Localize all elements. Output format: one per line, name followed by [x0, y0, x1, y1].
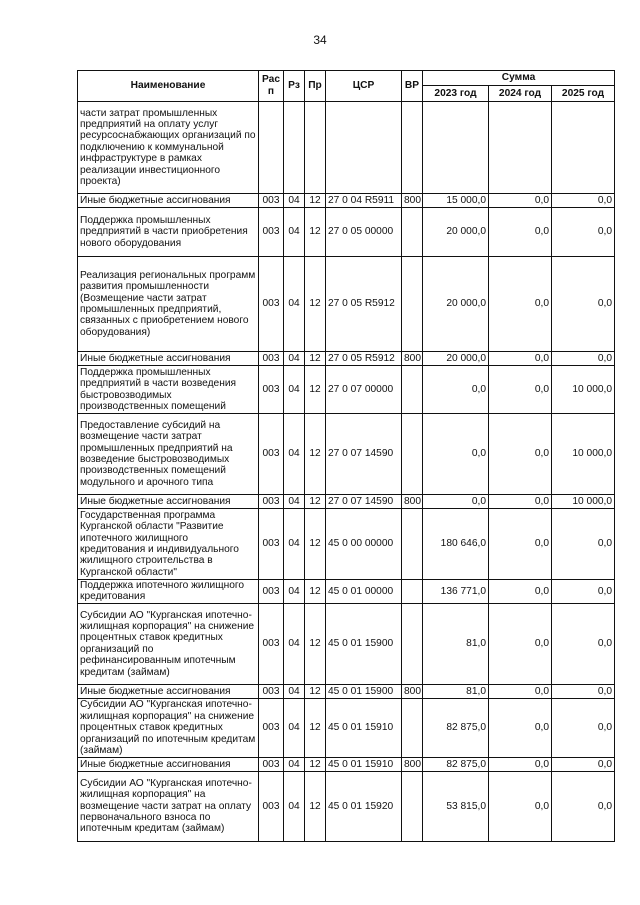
row-csr: 27 0 04 R5911 [326, 194, 402, 208]
row-2025: 10 000,0 [552, 414, 615, 495]
row-pr: 12 [305, 684, 326, 698]
row-2024: 0,0 [489, 771, 552, 841]
header-2024: 2024 год [489, 86, 552, 102]
row-csr: 45 0 01 15900 [326, 603, 402, 684]
row-csr: 45 0 01 15920 [326, 771, 402, 841]
row-csr: 27 0 07 00000 [326, 366, 402, 414]
row-csr: 27 0 07 14590 [326, 495, 402, 509]
row-vr [402, 771, 423, 841]
row-ras: 003 [259, 194, 284, 208]
row-rz: 04 [284, 194, 305, 208]
row-vr [402, 208, 423, 257]
row-vr [402, 603, 423, 684]
row-2024: 0,0 [489, 414, 552, 495]
row-2024: 0,0 [489, 194, 552, 208]
row-name: Поддержка промышленных предприятий в части приобретения нового оборудования [78, 208, 259, 257]
row-2024: 0,0 [489, 684, 552, 698]
row-ras: 003 [259, 495, 284, 509]
row-rz: 04 [284, 698, 305, 757]
row-2024: 0,0 [489, 698, 552, 757]
row-ras: 003 [259, 208, 284, 257]
row-pr: 12 [305, 509, 326, 580]
row-2023: 180 646,0 [423, 509, 489, 580]
header-name: Наименование [78, 71, 259, 102]
row-2024 [489, 102, 552, 194]
row-pr: 12 [305, 352, 326, 366]
row-vr: 800 [402, 194, 423, 208]
row-pr: 12 [305, 757, 326, 771]
row-2025: 0,0 [552, 757, 615, 771]
row-2023: 20 000,0 [423, 257, 489, 352]
row-csr: 45 0 01 15910 [326, 698, 402, 757]
row-2023: 0,0 [423, 414, 489, 495]
row-ras: 003 [259, 414, 284, 495]
table-row [78, 771, 615, 841]
row-2023: 136 771,0 [423, 580, 489, 604]
table-row [78, 414, 615, 495]
row-pr [305, 102, 326, 194]
row-ras: 003 [259, 257, 284, 352]
row-csr: 45 0 00 00000 [326, 509, 402, 580]
row-ras: 003 [259, 352, 284, 366]
table-row [78, 366, 615, 414]
row-vr [402, 257, 423, 352]
header-pr: Пр [305, 71, 326, 102]
row-2025: 10 000,0 [552, 366, 615, 414]
row-2025: 0,0 [552, 698, 615, 757]
row-name: Поддержка ипотечного жилищного кредитования [78, 580, 259, 604]
header-sum: Сумма [423, 71, 615, 86]
row-csr: 27 0 07 14590 [326, 414, 402, 495]
row-vr: 800 [402, 757, 423, 771]
row-2024: 0,0 [489, 366, 552, 414]
table-row [78, 495, 615, 509]
row-pr: 12 [305, 208, 326, 257]
row-name: Государственная программа Курганской области "Развитие ипотечного жилищного кредитования и индивидуального жилищного строительства в Курганской области" [78, 509, 259, 580]
row-2024: 0,0 [489, 257, 552, 352]
row-vr [402, 366, 423, 414]
row-2023: 82 875,0 [423, 757, 489, 771]
row-2023: 81,0 [423, 684, 489, 698]
row-name: Субсидии АО "Курганская ипотечно-жилищная корпорация" на снижение процентных ставок кредитных организаций по ипотечным кредитам (займам) [78, 698, 259, 757]
row-pr: 12 [305, 495, 326, 509]
row-vr: 800 [402, 352, 423, 366]
row-name: Иные бюджетные ассигнования [78, 194, 259, 208]
row-name: Поддержка промышленных предприятий в части возведения быстровозводимых производственных помещений [78, 366, 259, 414]
table-row [78, 257, 615, 352]
row-rz: 04 [284, 352, 305, 366]
row-vr [402, 509, 423, 580]
row-vr [402, 414, 423, 495]
row-rz: 04 [284, 603, 305, 684]
row-rz: 04 [284, 257, 305, 352]
row-rz: 04 [284, 684, 305, 698]
row-ras: 003 [259, 509, 284, 580]
page-number: 34 [313, 33, 327, 47]
row-ras [259, 102, 284, 194]
row-name: Субсидии АО "Курганская ипотечно-жилищная корпорация" на возмещение части затрат на оплату первоначального взноса по ипотечным кредитам (займам) [78, 771, 259, 841]
row-2025: 0,0 [552, 208, 615, 257]
row-2023: 15 000,0 [423, 194, 489, 208]
row-2025 [552, 102, 615, 194]
row-ras: 003 [259, 366, 284, 414]
row-ras: 003 [259, 698, 284, 757]
row-name: Иные бюджетные ассигнования [78, 684, 259, 698]
row-vr: 800 [402, 684, 423, 698]
row-name: Реализация региональных программ развития промышленности (Возмещение части затрат промышленных предприятий, связанных с приобретением нового оборудования) [78, 257, 259, 352]
row-2025: 0,0 [552, 509, 615, 580]
row-pr: 12 [305, 580, 326, 604]
row-csr: 45 0 01 15900 [326, 684, 402, 698]
row-rz [284, 102, 305, 194]
row-ras: 003 [259, 771, 284, 841]
header-csr: ЦСР [326, 71, 402, 102]
header-vr: ВР [402, 71, 423, 102]
row-rz: 04 [284, 771, 305, 841]
row-vr [402, 102, 423, 194]
row-ras: 003 [259, 603, 284, 684]
row-pr: 12 [305, 603, 326, 684]
row-rz: 04 [284, 757, 305, 771]
row-2023: 53 815,0 [423, 771, 489, 841]
header-2025: 2025 год [552, 86, 615, 102]
row-vr: 800 [402, 495, 423, 509]
row-name: Иные бюджетные ассигнования [78, 757, 259, 771]
row-vr [402, 698, 423, 757]
row-2025: 0,0 [552, 257, 615, 352]
table-row [78, 757, 615, 771]
row-pr: 12 [305, 698, 326, 757]
row-2023: 20 000,0 [423, 208, 489, 257]
table-row [78, 684, 615, 698]
row-2025: 0,0 [552, 194, 615, 208]
row-ras: 003 [259, 580, 284, 604]
table-row [78, 208, 615, 257]
row-vr [402, 580, 423, 604]
row-csr: 27 0 05 00000 [326, 208, 402, 257]
row-name: Иные бюджетные ассигнования [78, 352, 259, 366]
row-2023: 81,0 [423, 603, 489, 684]
table-row [78, 102, 615, 194]
row-rz: 04 [284, 414, 305, 495]
table-row [78, 509, 615, 580]
table-body [78, 102, 615, 842]
header-ras: Рас п [259, 71, 284, 102]
row-2024: 0,0 [489, 580, 552, 604]
row-2023: 82 875,0 [423, 698, 489, 757]
row-rz: 04 [284, 509, 305, 580]
row-csr: 45 0 01 00000 [326, 580, 402, 604]
table-row [78, 698, 615, 757]
row-pr: 12 [305, 366, 326, 414]
row-2025: 0,0 [552, 684, 615, 698]
budget-table [77, 70, 615, 842]
row-pr: 12 [305, 194, 326, 208]
row-csr: 45 0 01 15910 [326, 757, 402, 771]
row-name: Предоставление субсидий на возмещение части затрат промышленных предприятий на возведение быстровозводимых производственных помещений модульного и арочного типа [78, 414, 259, 495]
row-2025: 0,0 [552, 603, 615, 684]
row-pr: 12 [305, 771, 326, 841]
row-2025: 10 000,0 [552, 495, 615, 509]
row-ras: 003 [259, 757, 284, 771]
row-rz: 04 [284, 208, 305, 257]
row-csr: 27 0 05 R5912 [326, 352, 402, 366]
row-name: Субсидии АО "Курганская ипотечно-жилищная корпорация" на снижение процентных ставок кредитных организаций по рефинансированным ипотечным кредитам (займам) [78, 603, 259, 684]
row-2024: 0,0 [489, 509, 552, 580]
row-csr [326, 102, 402, 194]
row-2023: 0,0 [423, 366, 489, 414]
table-row [78, 352, 615, 366]
row-2023: 0,0 [423, 495, 489, 509]
row-2025: 0,0 [552, 352, 615, 366]
row-2024: 0,0 [489, 757, 552, 771]
table-row [78, 603, 615, 684]
table-row [78, 580, 615, 604]
row-name: части затрат промышленных предприятий на оплату услуг ресурсоснабжающих организаций по подключению к коммунальной инфраструктуре в рамках реализации инвестиционного проекта) [78, 102, 259, 194]
row-rz: 04 [284, 580, 305, 604]
row-2025: 0,0 [552, 771, 615, 841]
row-2024: 0,0 [489, 495, 552, 509]
row-pr: 12 [305, 257, 326, 352]
header-2023: 2023 год [423, 86, 489, 102]
row-2024: 0,0 [489, 352, 552, 366]
table-row [78, 194, 615, 208]
row-name: Иные бюджетные ассигнования [78, 495, 259, 509]
row-csr: 27 0 05 R5912 [326, 257, 402, 352]
row-2025: 0,0 [552, 580, 615, 604]
row-pr: 12 [305, 414, 326, 495]
row-2024: 0,0 [489, 603, 552, 684]
row-2023 [423, 102, 489, 194]
row-2024: 0,0 [489, 208, 552, 257]
header-rz: Рз [284, 71, 305, 102]
row-rz: 04 [284, 495, 305, 509]
row-rz: 04 [284, 366, 305, 414]
row-2023: 20 000,0 [423, 352, 489, 366]
row-ras: 003 [259, 684, 284, 698]
